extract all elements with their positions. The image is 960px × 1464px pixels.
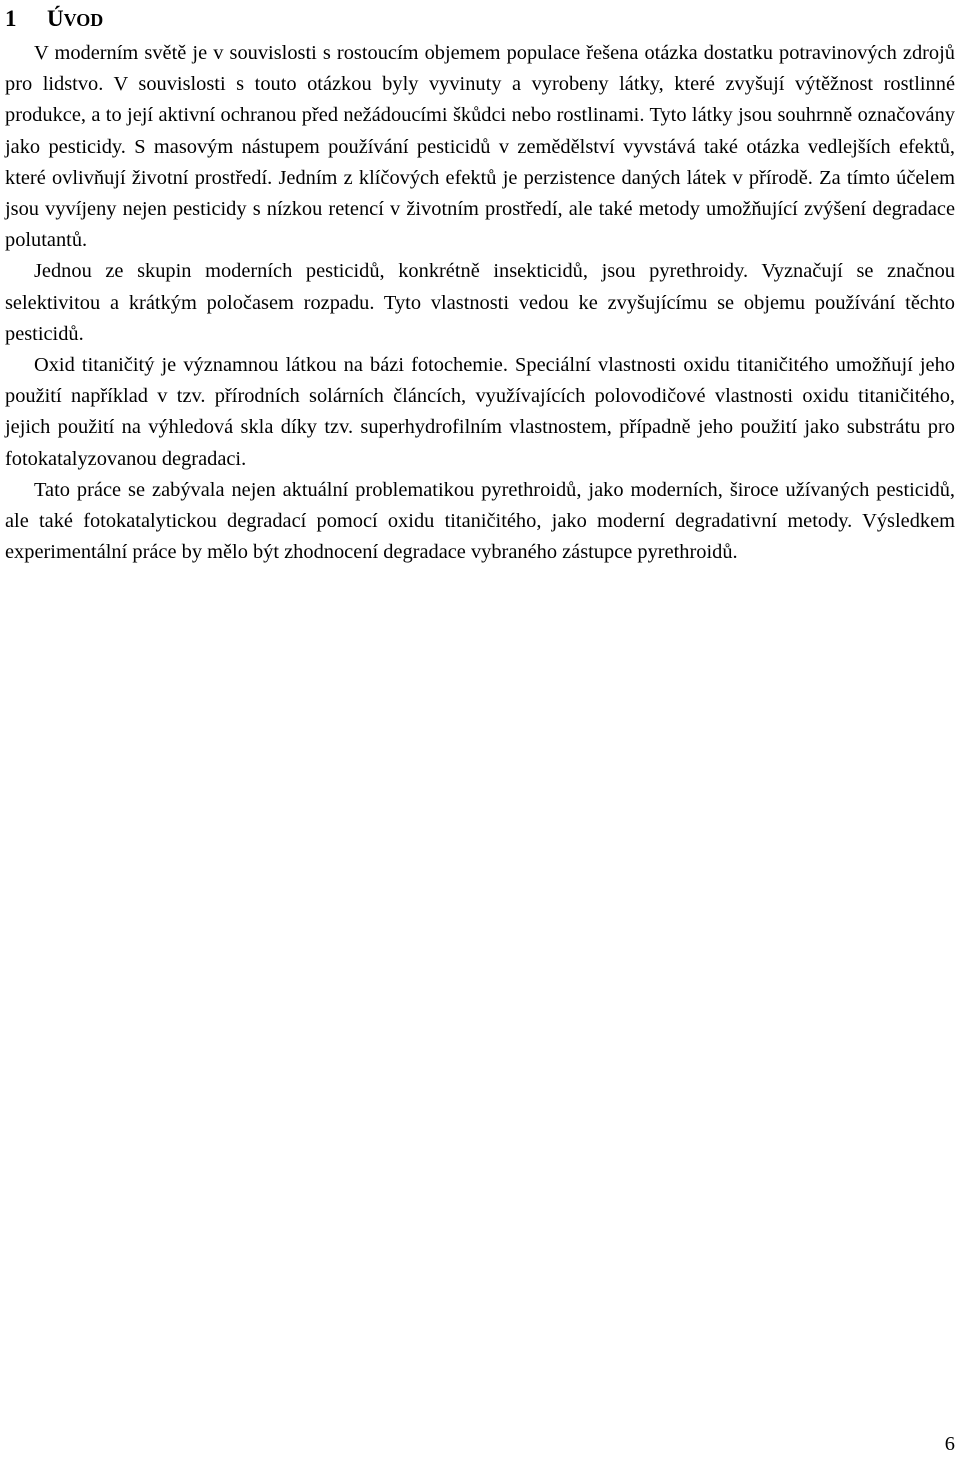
paragraph-4: Tato práce se zabývala nejen aktuální problematikou pyrethroidů, jako moderních, široce užívaných pesticidů, ale také fotokatalytickou degradací pomocí oxidu titaničitého, jako moderní degradativní metody. Výsledkem experimentální práce by mělo být zhodnocení degradace vybraného zástupce pyrethroidů. [5, 478, 955, 564]
section-heading [5, 0, 955, 38]
section-title-first-letter: Ú [47, 6, 64, 31]
paragraph-2: Jednou ze skupin moderních pesticidů, konkrétně insekticidů, jsou pyrethroidy. Vyznačují se značnou selektivitou a krátkým poločasem rozpadu. Tyto vlastnosti vedou ke zvyšujícímu se objemu používání těchto pesticidů. [5, 260, 955, 345]
section-title-rest: VOD [63, 10, 104, 30]
page-number: 6 [944, 1433, 955, 1455]
section-number: 1 [5, 6, 17, 31]
paragraph-3: Oxid titaničitý je významnou látkou na bázi fotochemie. Speciální vlastnosti oxidu titaničitého umožňují jeho použití například v tzv. přírodních solárních článcích, využívajících polovodičové vlastnosti oxidu titaničitého, jejich použití na výhledová skla díky tzv. superhydrofilním vlastnostem, případně jeho použití jako substrátu pro fotokatalyzovanou degradaci. [5, 354, 955, 470]
page-content [5, 0, 955, 568]
paragraph-1: V moderním světě je v souvislosti s rostoucím objemem populace řešena otázka dostatku potravinových zdrojů pro lidstvo. V souvislosti s touto otázkou byly vyvinuty a vyrobeny látky, které zvyšují výtěžnost rostlinné produkce, a to její aktivní ochranou před nežádoucími škůdci nebo rostlinami. Tyto látky jsou souhrnně označovány jako pesticidy. S masovým nástupem používání pesticidů v zemědělství vyvstává také otázka vedlejších efektů, které ovlivňují životní prostředí. Jedním z klíčových efektů je perzistence daných látek v přírodě. Za tímto účelem jsou vyvíjeny nejen pesticidy s nízkou retencí v životním prostředí, ale také metody umožňující zvýšení degradace polutantů. [5, 42, 955, 252]
